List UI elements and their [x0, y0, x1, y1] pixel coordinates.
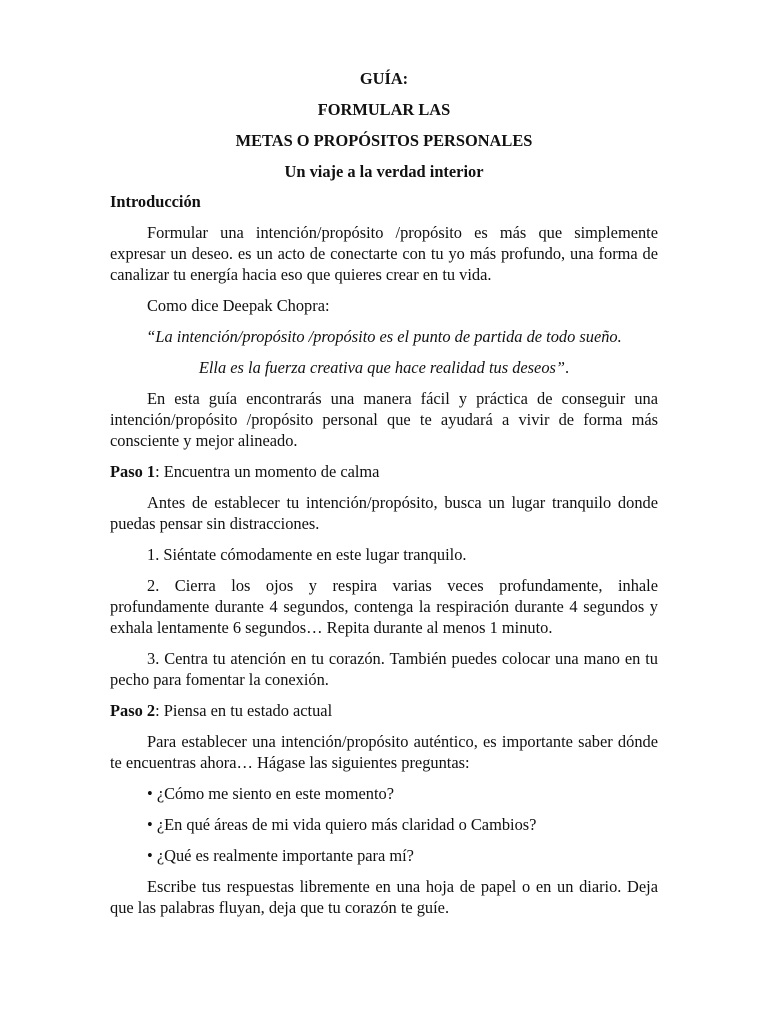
step-1-paragraph: Antes de establecer tu intención/propósito, busca un lugar tranquilo donde puedas pensar sin distracciones. [110, 493, 658, 533]
step-1-heading [110, 461, 658, 482]
step-1-item-2: 2. Cierra los ojos y respira varias veces profundamente, inhale profundamente durante 4 segundos, contenga la respiración durante 4 segundos y exhala lentamente 6 segundos… Repita durante al menos 1 minuto. [110, 576, 658, 637]
intro-paragraph-1: Formular una intención/propósito /propósito es más que simplemente expresar un deseo. es un acto de conectarte con tu yo más profundo, una forma de canalizar tu energía hacia eso que quieres crear en tu vida. [110, 223, 658, 284]
intro-heading: Introducción [110, 192, 201, 211]
title-line-3: METAS O PROPÓSITOS PERSONALES [235, 131, 533, 150]
intro-paragraph-3: En esta guía encontrarás una manera fácil y práctica de conseguir una intención/propósito /propósito personal que te ayudará a vivir de forma más consciente y mejor alineado. [110, 389, 658, 450]
step-2-bullet-2: • ¿En qué áreas de mi vida quiero más claridad o Cambios? [147, 815, 537, 834]
step-2-label: Paso 2 [110, 701, 156, 720]
title-block [110, 0, 658, 182]
step-2-paragraph-1: Para establecer una intención/propósito auténtico, es importante saber dónde te encuentras ahora… Hágase las siguientes preguntas: [110, 732, 658, 772]
quote-line-2-period: . [565, 358, 570, 377]
quote-line-2-text: Ella es la fuerza creativa que hace realidad tus deseos” [198, 358, 566, 377]
step-2-bullet-3: • ¿Qué es realmente importante para mí? [147, 846, 414, 865]
subtitle: Un viaje a la verdad interior [284, 162, 484, 181]
quote-line-2 [110, 357, 658, 378]
step-2-paragraph-2: Escribe tus respuestas libremente en una hoja de papel o en un diario. Deja que las palabras fluyan, deja que tu corazón te guíe. [110, 877, 658, 917]
intro-paragraph-2: Como dice Deepak Chopra: [147, 296, 330, 315]
step-2-bullet-1: • ¿Cómo me siento en este momento? [147, 784, 394, 803]
step-1-item-1: 1. Siéntate cómodamente en este lugar tranquilo. [147, 545, 467, 564]
step-1-item-3: 3. Centra tu atención en tu corazón. También puedes colocar una mano en tu pecho para fomentar la conexión. [110, 649, 658, 689]
step-1-label: Paso 1 [110, 462, 156, 481]
quote-line-1: “La intención/propósito /propósito es el punto de partida de todo sueño. [146, 327, 622, 346]
step-1-title: : Encuentra un momento de calma [155, 462, 380, 481]
title-line-2: FORMULAR LAS [317, 100, 451, 119]
step-2-title: : Piensa en tu estado actual [155, 701, 333, 720]
step-2-heading [110, 700, 658, 721]
title-line-1: GUÍA: [359, 69, 409, 88]
